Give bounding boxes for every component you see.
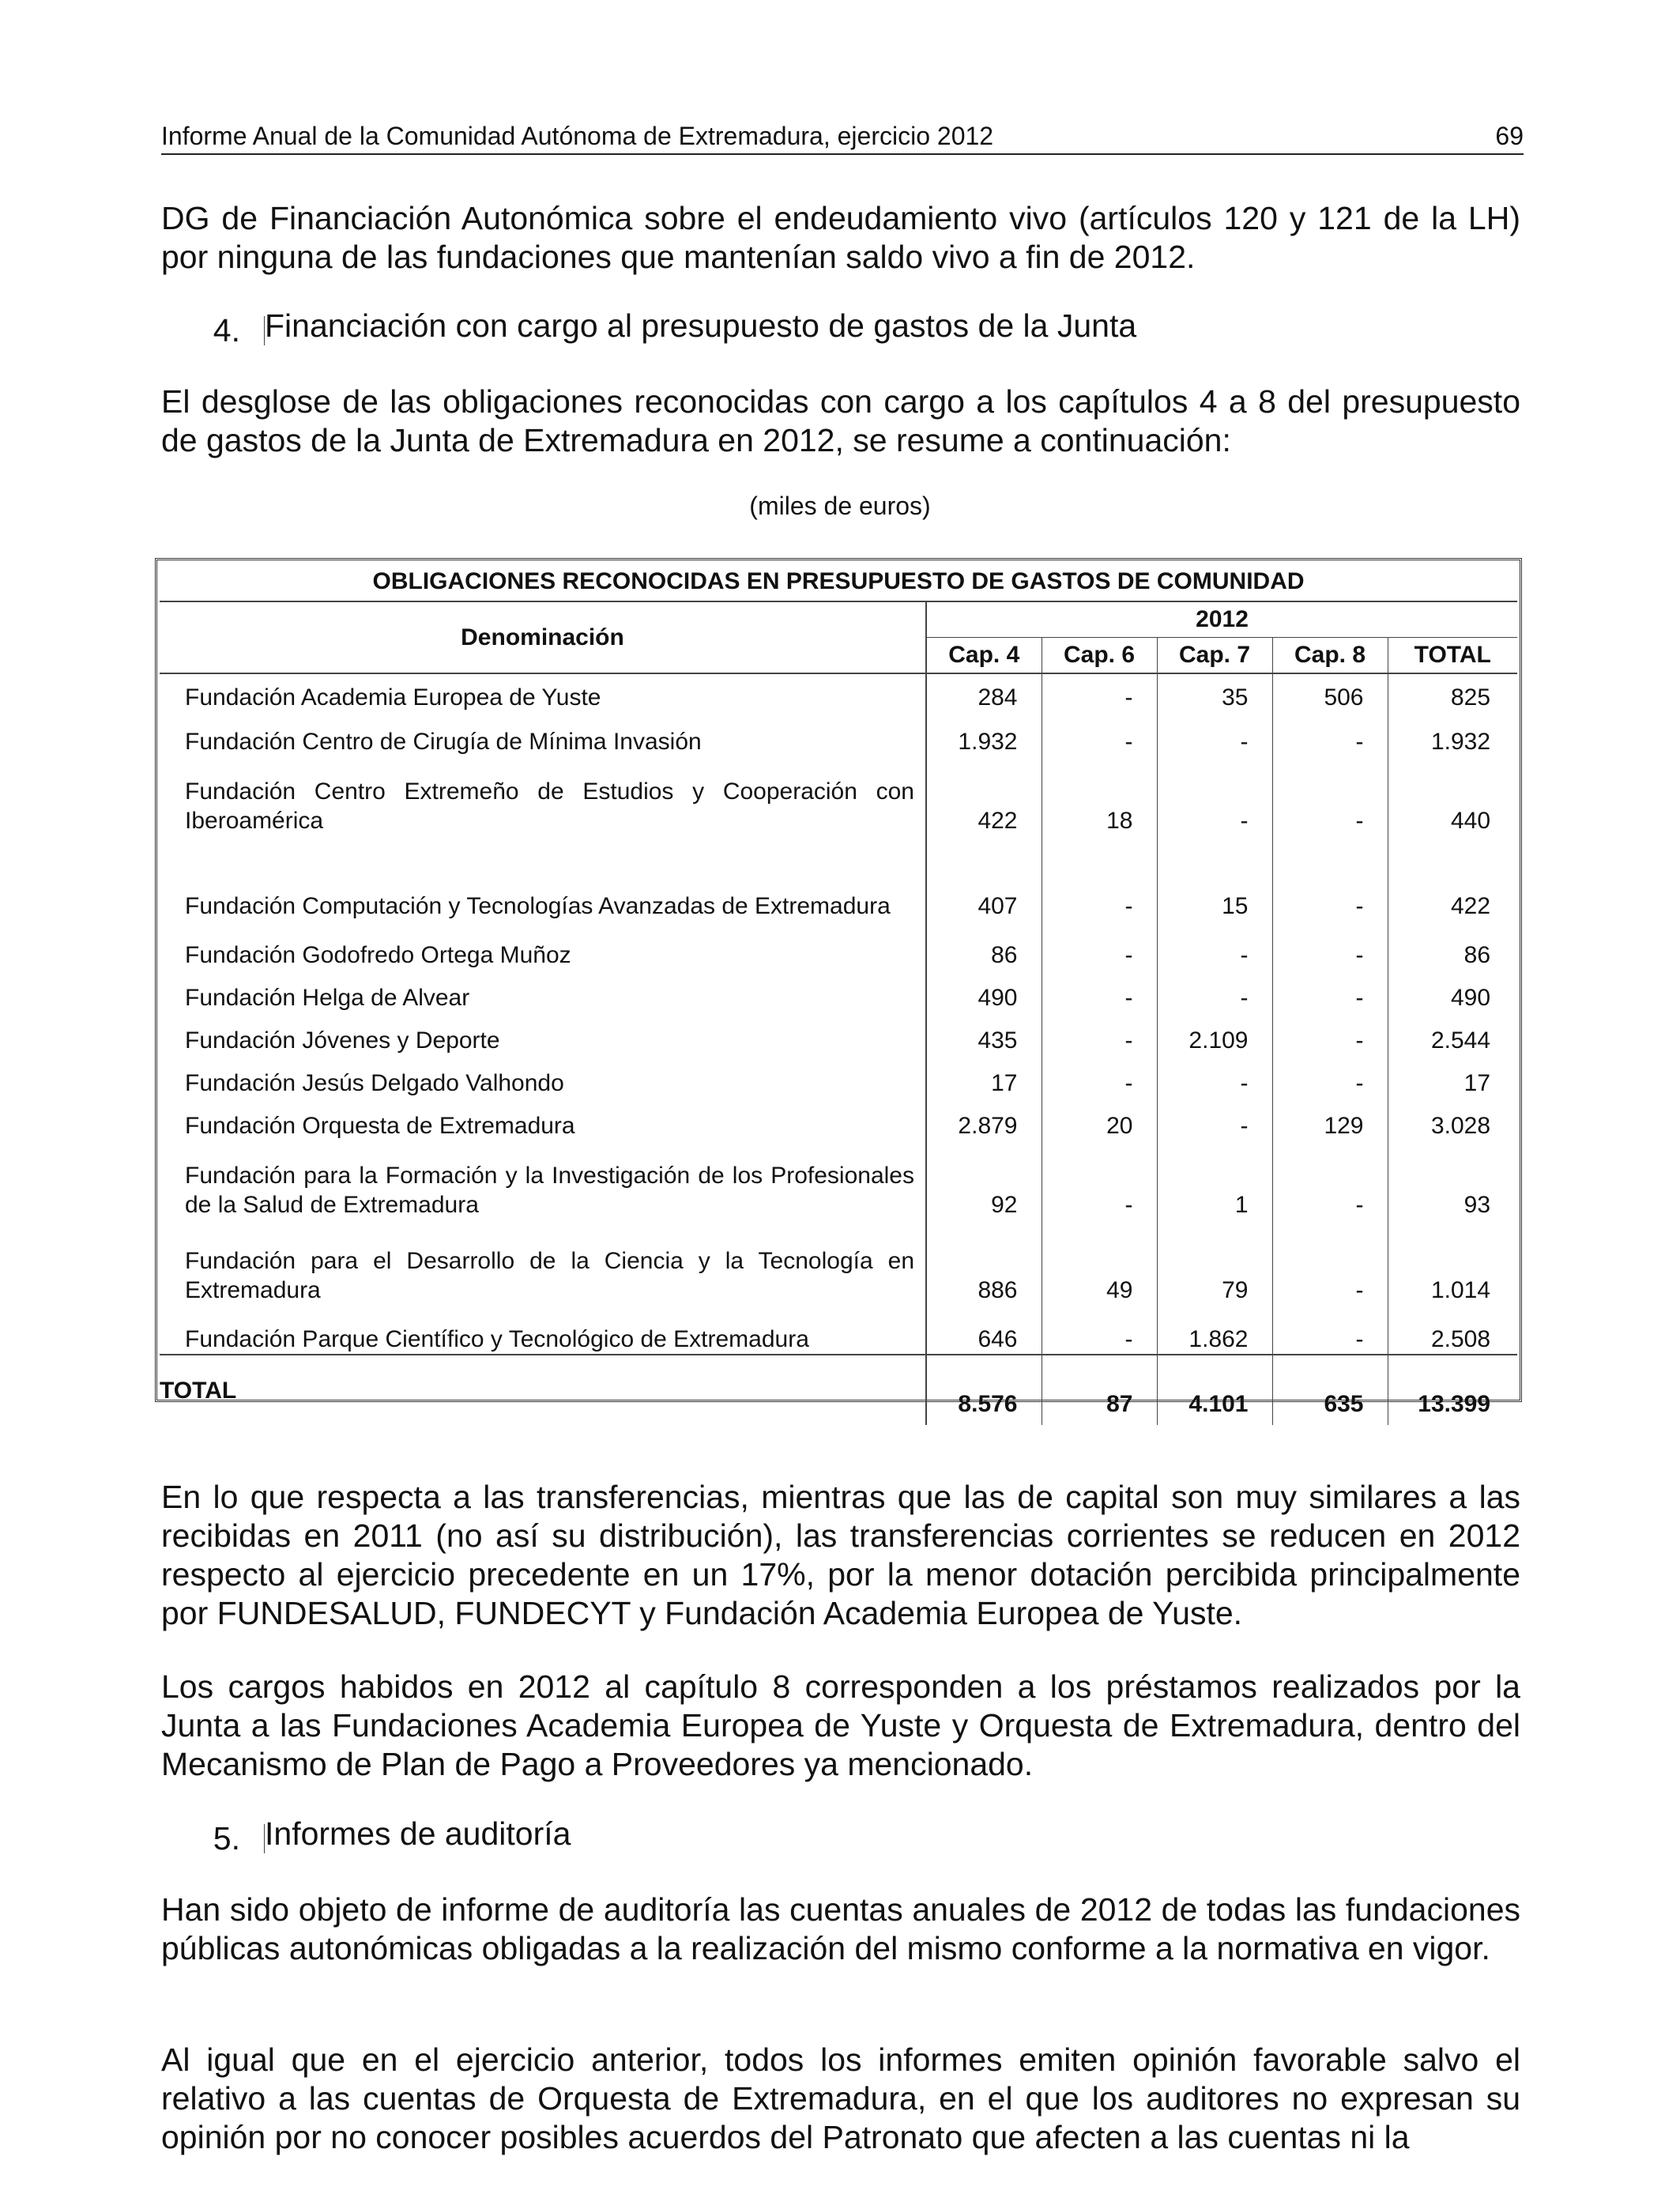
paragraph-desglose: El desglose de las obligaciones reconocidas con cargo a los capítulos 4 a 8 del presupuesto de gastos de la Junta de Extremadura en 2012, se resume a continuación: bbox=[161, 383, 1520, 458]
cell-total: 2.544 bbox=[1430, 1027, 1491, 1054]
cell-cap4: 2.879 bbox=[926, 1098, 1042, 1140]
denominacion-header: Denominación bbox=[160, 601, 926, 673]
cell-total: 93 bbox=[1463, 1192, 1491, 1218]
cell-cap4: 490 bbox=[926, 970, 1042, 1012]
row-name: Fundación Jesús Delgado Valhondo bbox=[160, 1055, 926, 1098]
row-name: Fundación Jóvenes y Deporte bbox=[160, 1012, 926, 1055]
total-cap6: 87 bbox=[1042, 1355, 1157, 1425]
cell-cap8: - bbox=[1272, 1226, 1388, 1311]
header-title: Informe Anual de la Comunidad Autónoma de Extremadura, ejercicio 2012 bbox=[161, 122, 994, 150]
cell-cap7: 1.862 bbox=[1157, 1311, 1272, 1355]
cell-cap7: - bbox=[1157, 756, 1272, 842]
cell-cap6: 20 bbox=[1042, 1098, 1157, 1140]
cell-cap6: 18 bbox=[1042, 756, 1157, 842]
cell-cap6: - bbox=[1042, 1012, 1157, 1055]
total-cap7: 4.101 bbox=[1157, 1355, 1272, 1425]
total-cap8: 635 bbox=[1272, 1355, 1388, 1425]
cell-cap4: 284 bbox=[926, 673, 1042, 712]
row-name: Fundación Computación y Tecnologías Avanzadas de Extremadura bbox=[160, 842, 926, 927]
row-name: Fundación Centro Extremeño de Estudios y Cooperación con Iberoamérica bbox=[160, 756, 926, 842]
obligaciones-table bbox=[160, 563, 1517, 1425]
cell-cap8: - bbox=[1272, 756, 1388, 842]
table-title: OBLIGACIONES RECONOCIDAS EN PRESUPUESTO DE GASTOS DE COMUNIDAD bbox=[160, 563, 1517, 601]
cell-cap4: 422 bbox=[926, 756, 1042, 842]
cell-cap4: 1.932 bbox=[926, 712, 1042, 756]
paragraph-auditoria: Han sido objeto de informe de auditoría las cuentas anuales de 2012 de todas las fundaciones públicas autonómicas obligadas a la realización del mismo conforme a la normativa en vigor. bbox=[161, 1891, 1520, 1966]
table-row bbox=[160, 673, 1517, 712]
cell-cap6: - bbox=[1042, 842, 1157, 927]
cell-cap7: 79 bbox=[1157, 1226, 1272, 1311]
cell-cap6: - bbox=[1042, 927, 1157, 970]
table-row bbox=[160, 842, 1517, 927]
cell-cap4: 92 bbox=[926, 1140, 1042, 1226]
table-row bbox=[160, 1012, 1517, 1055]
cell-cap6: - bbox=[1042, 673, 1157, 712]
table-row bbox=[160, 1311, 1517, 1355]
cell-cap8: - bbox=[1272, 970, 1388, 1012]
cell-cap7: - bbox=[1157, 712, 1272, 756]
column-header-cap7: Cap. 7 bbox=[1157, 638, 1272, 674]
row-name: Fundación para el Desarrollo de la Ciencia y la Tecnología en Extremadura bbox=[160, 1226, 926, 1311]
cell-cap8: - bbox=[1272, 1055, 1388, 1098]
paragraph-opinion: Al igual que en el ejercicio anterior, todos los informes emiten opinión favorable salvo el relativo a las cuentas de Orquesta de Extremadura, en el que los auditores no expresan su opinión por no conocer posibles acuerdos del Patronato que afecten a las cuentas ni la bbox=[161, 2041, 1520, 2155]
section-5-number: 5. bbox=[161, 1824, 265, 1853]
cell-total: 422 bbox=[1450, 893, 1491, 919]
table-row bbox=[160, 970, 1517, 1012]
table-row bbox=[160, 1055, 1517, 1098]
section-4-heading bbox=[161, 307, 1137, 349]
cell-cap4: 17 bbox=[926, 1055, 1042, 1098]
page-number: 69 bbox=[1495, 122, 1524, 150]
cell-cap8: - bbox=[1272, 1140, 1388, 1226]
row-name: Fundación para la Formación y la Investigación de los Profesionales de la Salud de Extremadura bbox=[160, 1140, 926, 1226]
table-row bbox=[160, 1098, 1517, 1140]
year-header: 2012 bbox=[926, 601, 1517, 638]
units-caption: (miles de euros) bbox=[749, 492, 931, 520]
cell-cap7: 1 bbox=[1157, 1140, 1272, 1226]
cell-total: 1.932 bbox=[1430, 729, 1491, 755]
cell-cap6: - bbox=[1042, 970, 1157, 1012]
cell-cap8: - bbox=[1272, 927, 1388, 970]
cell-cap7: - bbox=[1157, 1098, 1272, 1140]
section-4-number: 4. bbox=[161, 316, 265, 345]
cell-cap8: 129 bbox=[1272, 1098, 1388, 1140]
cell-cap8: 506 bbox=[1272, 673, 1388, 712]
cell-cap6: - bbox=[1042, 1140, 1157, 1226]
cell-cap7: 2.109 bbox=[1157, 1012, 1272, 1055]
table-row bbox=[160, 712, 1517, 756]
column-header-total: TOTAL bbox=[1388, 638, 1517, 674]
cell-cap4: 86 bbox=[926, 927, 1042, 970]
cell-cap6: 49 bbox=[1042, 1226, 1157, 1311]
cell-cap6: - bbox=[1042, 1311, 1157, 1355]
paragraph-transferencias: En lo que respecta a las transferencias, mientras que las de capital son muy similares a las recibidas en 2011 (no así su distribución), las transferencias corrientes se reducen en 2012 respecto al ejercicio precedente en un 17%, por la menor dotación percibida principalmente por FUNDESALUD, FUNDECYT y Fundación Academia Europea de Yuste. bbox=[161, 1479, 1520, 1631]
column-header-cap6: Cap. 6 bbox=[1042, 638, 1157, 674]
cell-cap8: - bbox=[1272, 1311, 1388, 1355]
cell-total: 17 bbox=[1463, 1070, 1491, 1096]
row-name: Fundación Parque Científico y Tecnológico de Extremadura bbox=[160, 1311, 926, 1355]
cell-cap8: - bbox=[1272, 842, 1388, 927]
cell-cap4: 435 bbox=[926, 1012, 1042, 1055]
cell-total: 440 bbox=[1450, 808, 1491, 834]
cell-total: 86 bbox=[1463, 942, 1491, 968]
cell-cap8: - bbox=[1272, 1012, 1388, 1055]
cell-cap7: - bbox=[1157, 927, 1272, 970]
cell-total: 490 bbox=[1450, 985, 1491, 1011]
cell-cap4: 886 bbox=[926, 1226, 1042, 1311]
cell-cap7: 35 bbox=[1157, 673, 1272, 712]
total-row bbox=[160, 1355, 1517, 1425]
cell-cap7: 15 bbox=[1157, 842, 1272, 927]
total-cap4: 8.576 bbox=[926, 1355, 1042, 1425]
total-total: 13.399 bbox=[1388, 1355, 1517, 1425]
section-4-title: Financiación con cargo al presupuesto de gastos de la Junta bbox=[265, 307, 1137, 344]
page-header bbox=[161, 119, 1524, 155]
section-5-title: Informes de auditoría bbox=[265, 1815, 571, 1852]
cell-total: 2.508 bbox=[1430, 1326, 1491, 1352]
cell-cap7: - bbox=[1157, 970, 1272, 1012]
cell-total: 1.014 bbox=[1430, 1277, 1491, 1303]
cell-cap6: - bbox=[1042, 1055, 1157, 1098]
section-5-heading bbox=[161, 1815, 571, 1857]
cell-total: 825 bbox=[1450, 684, 1491, 711]
table-row bbox=[160, 756, 1517, 842]
total-label: TOTAL bbox=[160, 1355, 926, 1425]
column-header-cap8: Cap. 8 bbox=[1272, 638, 1388, 674]
table-row bbox=[160, 1140, 1517, 1226]
cell-total: 3.028 bbox=[1430, 1113, 1491, 1139]
row-name: Fundación Helga de Alvear bbox=[160, 970, 926, 1012]
table-row bbox=[160, 927, 1517, 970]
table-row bbox=[160, 1226, 1517, 1311]
cell-cap4: 407 bbox=[926, 842, 1042, 927]
paragraph-cargos: Los cargos habidos en 2012 al capítulo 8 corresponden a los préstamos realizados por la Junta a las Fundaciones Academia Europea de Yuste y Orquesta de Extremadura, dentro del Mecanismo de Plan de Pago a Proveedores ya mencionado. bbox=[161, 1668, 1520, 1782]
row-name: Fundación Centro de Cirugía de Mínima Invasión bbox=[160, 712, 926, 756]
cell-cap7: - bbox=[1157, 1055, 1272, 1098]
row-name: Fundación Orquesta de Extremadura bbox=[160, 1098, 926, 1140]
column-header-cap4: Cap. 4 bbox=[926, 638, 1042, 674]
paragraph-intro: DG de Financiación Autonómica sobre el endeudamiento vivo (artículos 120 y 121 de la LH) por ninguna de las fundaciones que mantenían saldo vivo a fin de 2012. bbox=[161, 200, 1520, 275]
row-name: Fundación Godofredo Ortega Muñoz bbox=[160, 927, 926, 970]
cell-cap8: - bbox=[1272, 712, 1388, 756]
cell-cap6: - bbox=[1042, 712, 1157, 756]
cell-cap4: 646 bbox=[926, 1311, 1042, 1355]
row-name: Fundación Academia Europea de Yuste bbox=[160, 673, 926, 712]
